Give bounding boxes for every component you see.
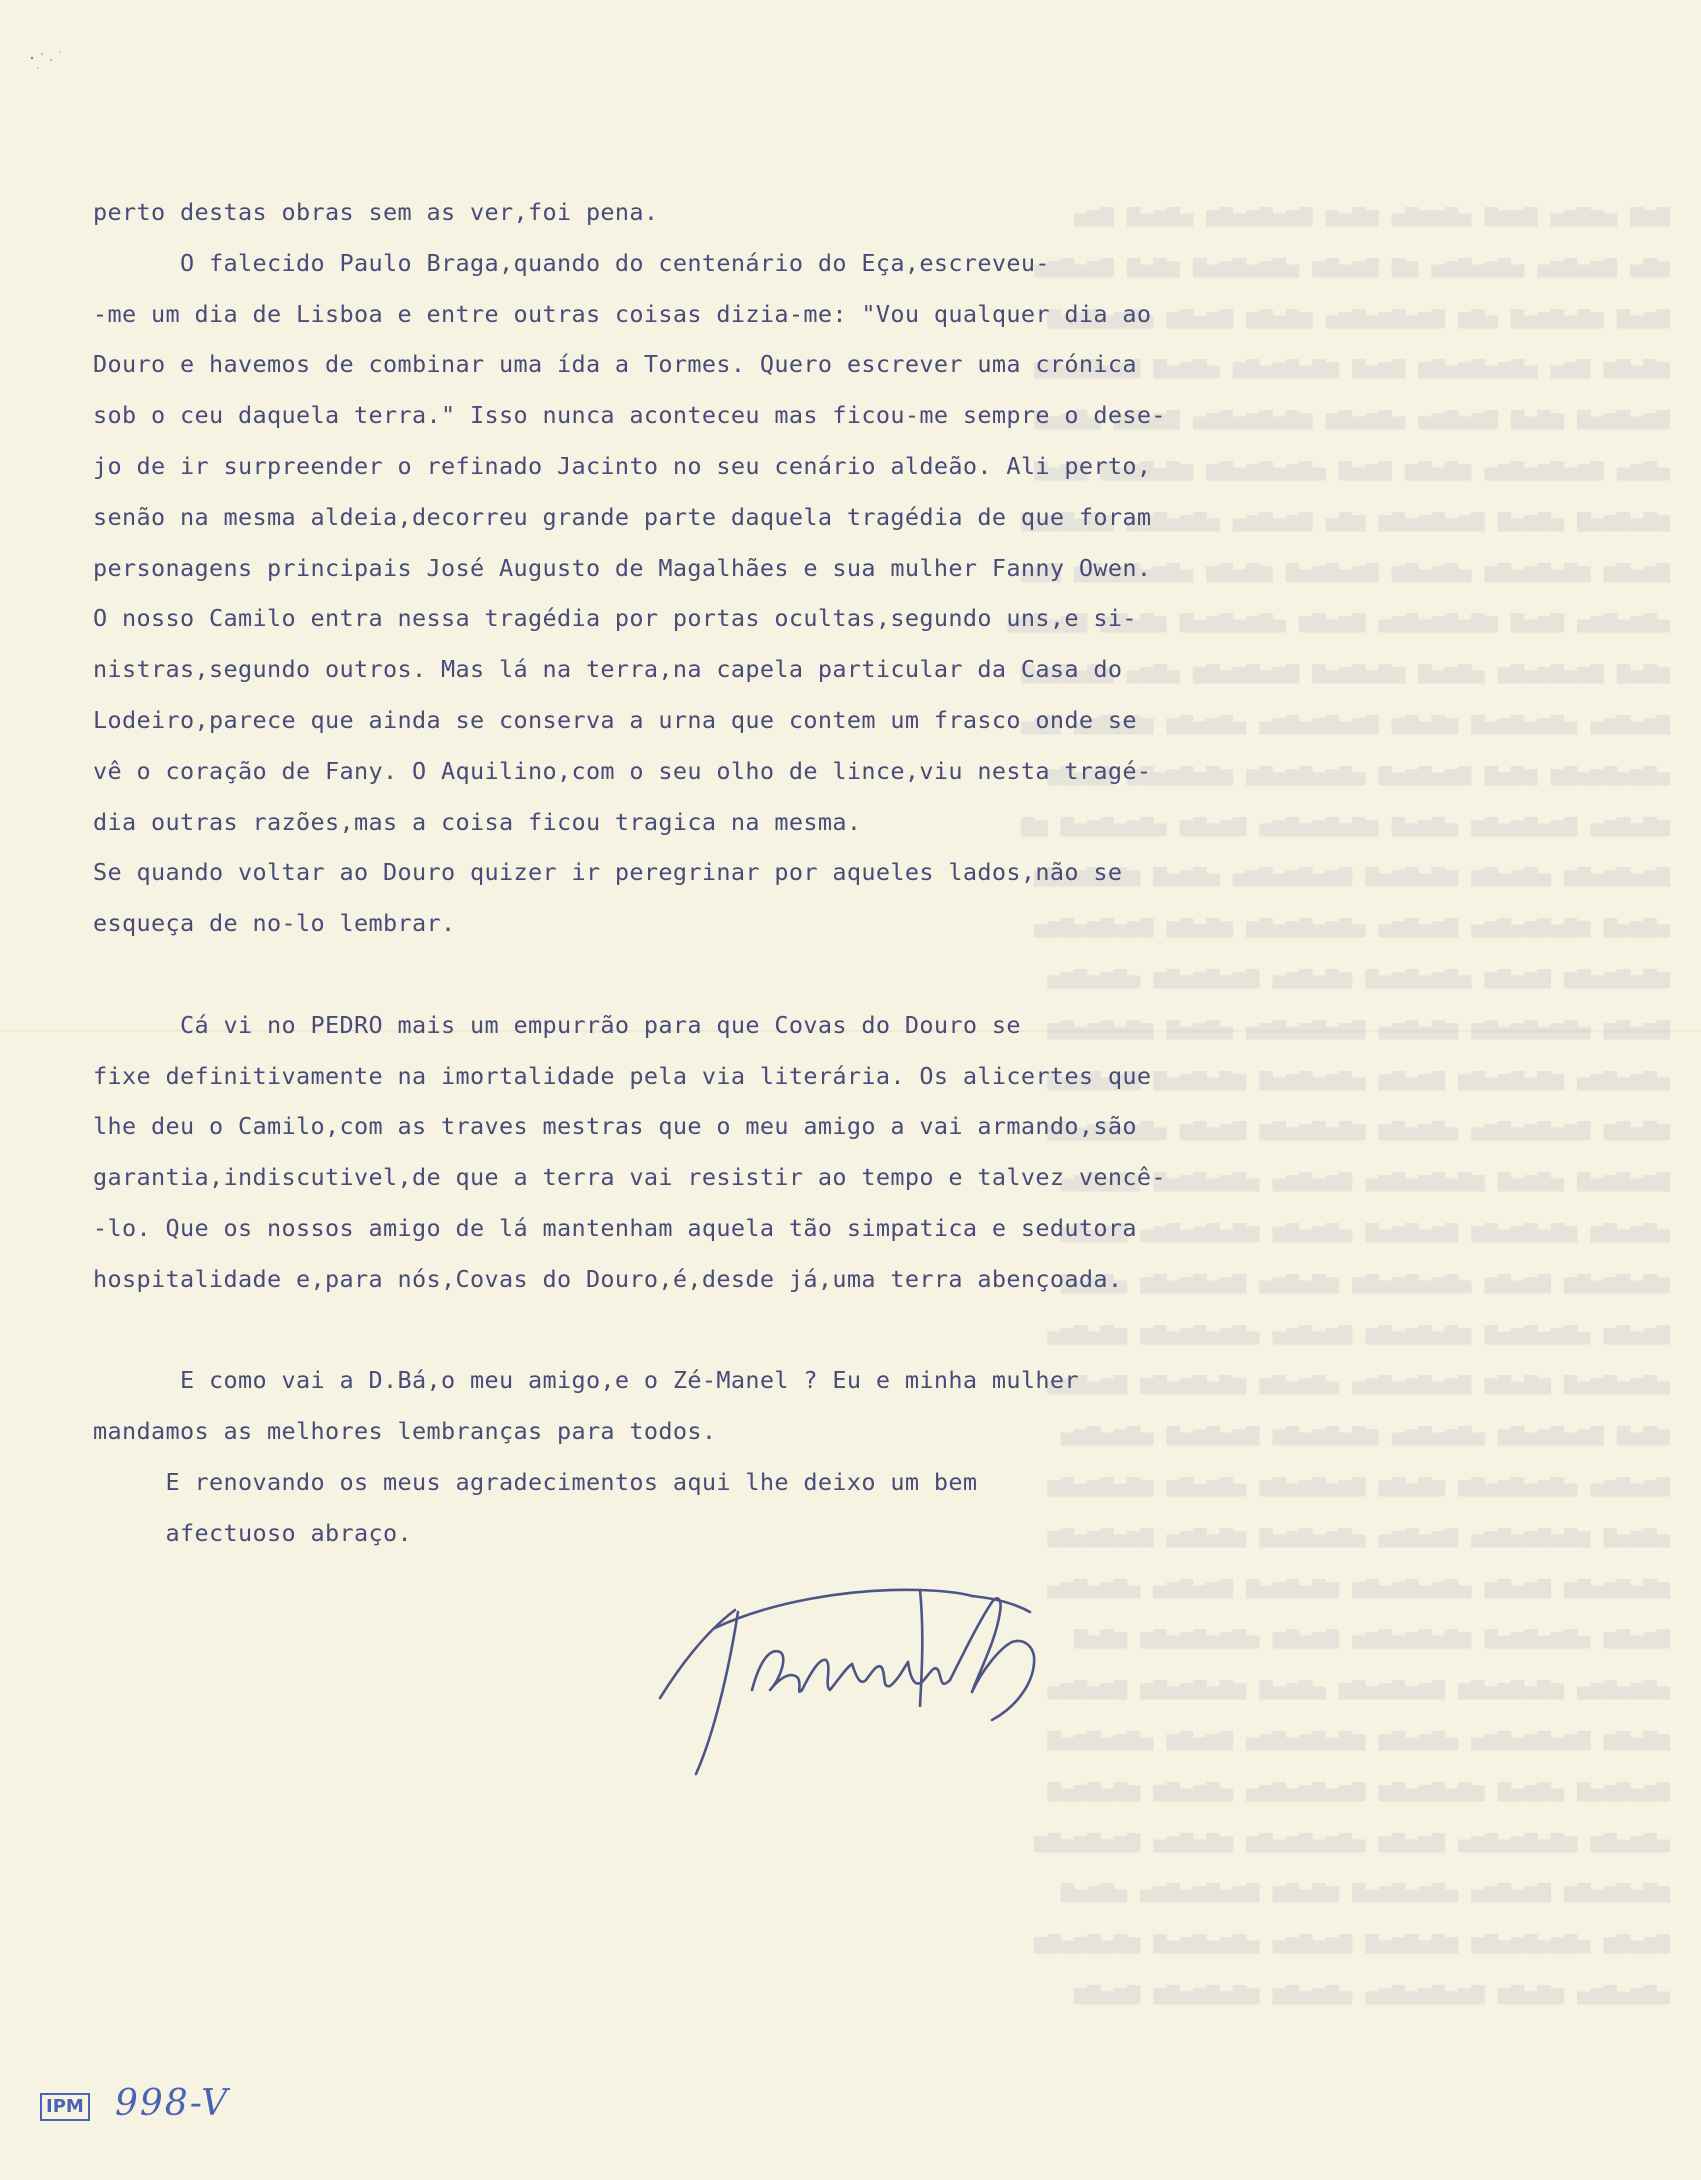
letter-line: jo de ir surpreender o refinado Jacinto no seu cenário aldeão. Ali perto, (93, 451, 1152, 480)
letter-line: Douro e havemos de combinar uma ída a Tormes. Quero escrever uma crónica (93, 350, 1137, 379)
letter-line: dia outras razões,mas a coisa ficou tragica na mesma. (93, 807, 862, 836)
archive-stamp: IPM (40, 2093, 90, 2121)
archive-code: 998-V (115, 2083, 230, 2124)
letter-line: E como vai a D.Bá,o meu amigo,e o Zé-Manel ? Eu e minha mulher (93, 1366, 1079, 1395)
bleed-through-texture: ▆▅▆ ▄▅▆▅▄ ▆▅▅▆ ▄▆▅▅▆▄ ▅▆▄▅ ▆▅▄▆▅▄▆▅ ▄▆▅▄▆ ▆▅▄ ▅▆▄ ▆▅▄▆▅▄ ▄▆▅▄▆▅▄ ▅▆ ▆▅▄▆▅ ▄▆▅▄▆▅▄▆ ▅▆▄▆ ▆▅▄▆▅▄ ▆▅▄▆ ▅▆▄▆▅▄▆ ▄▆▅ ▆▅▄▆▅▄▆▅▄ ▅▆▄▆▅ ▆▅▄▆▅ ▄▆▅▄▆▅▄▆ ▅▆▄▆▅ ▆▅▄ ▄▆▅▄▆▅▄▆▅ ▆▅▄▆ ▅▆▄▆▅▄▆▅ ▄▆▅▄▆ ▆▅▄▆▅▄▆▅ ▆▅▄▆▅▄▆ ▅▆▄▆ ▆▅▄▆▅▄ ▄▆▅▄▆▅ ▅▆▄▆▅▄▆▅▄ ▆▅▄▆▅ ▄▆▅▄▆ ▄▆▅▄ ▆▅▄▆▅▄▆▅▄ ▅▆▄▆▅ ▆▅▄▆ ▄▆▅▄▆▅▄▆▅ ▅▆▄▆▅▄▆ ▆▅▄▆ ▅▆▄▆▅▄▆ ▄▆▅▄▆ ▆▅▄▆▅▄▆▅ ▅▆▄ ▆▅▄▆▅▄ ▄▆▅▄▆▅▄ ▅▆▄▆▅▄▆ ▆▅▄▆▅ ▅▆▄▆▅▄▆▅ ▄▆▅▄▆▅ ▆▅▄▆▅▄▆ ▅▆▄▆▅ ▄▆▅▄▆▅▄▆▅ ▆▅▄ ▄▆▅▄▆▅▄ ▆▅▄▆ ▅▆▄▆▅▄▆▅▄ ▆▅▄▆▅ ▄▆▅▄▆▅▄▆ ▅▆▄▆▅ ▆▅▄▆▅▄ ▅▆▄▆ ▆▅▄▆▅▄▆▅ ▄▆▅▄▆ ▅▆▄▆▅▄▆ ▆▅▄▆▅▄▆▅ ▄▆▅▄ ▅▆▄▆▅▄▆ ▆▅▄▆▅▄ ▄▆▅▄▆▅▄▆ ▅▆▄▆▅ ▆▅▄▆▅▄▆▅▄ ▄▆▅▄▆▅ ▅▆▄▆▅▄ ▆▅▄ ▄▆▅▄▆▅▄▆▅ ▅▆▄▆ ▆▅▄▆▅▄▆ ▄▆▅▄▆▅▄▆▅ ▅▆▄▆▅▄▆▅ ▆▅▄▆▅ ▅▆▄▆▅▄ ▆▅▄▆▅▄▆▅ ▄▆▅▄▆ ▅▆▄▆▅▄▆▅▄ ▆▅▄▆▅ ▄▆▅▄▆▅▄▆ ▅▆ ▆▅▄▆▅▄▆▅ ▄▆▅▄▆▅ ▅▆▄▆▅▄▆ ▆▅▄▆▅▄▆▅▄ ▄▆▅▄▆ ▅▆▄▆▅▄▆▅ ▄▆▅▄▆ ▅▆▄▆▅▄▆▅▄ ▆▅▄▆▅▄ ▄▆▅▄▆▅▄▆▅ ▅▆▄▆▅ ▆▅▄▆▅▄▆▅▄ ▅▆▄▆▅▄▆▅ ▆▅▄▆▅ ▄▆▅▄▆▅▄▆ ▅▆▄▆▅▄ ▆▅▄▆▅▄▆▅ ▄▆▅▄▆▅▄ ▆▅▄▆▅ ▄▆▅▄▆▅▄▆▅ ▅▆▄▆▅▄ ▆▅▄▆▅▄▆▅▄ ▄▆▅▄▆ ▅▆▄▆▅▄▆▅ ▄▆▅▄▆▅▄ ▅▆▄▆▅▄▆▅ ▆▅▄▆▅ ▄▆▅▄▆▅▄▆ ▅▆▄▆▅▄▆ ▆▅▄▆▅▄▆ ▅▆▄▆▅ ▆▅▄▆▅▄▆▅▄ ▄▆▅▄▆▅ ▅▆▄▆▅▄▆▅ ▆▅▄▆▅ ▄▆▅▄▆▅▄▆▅ ▆▅▄▆▅▄▆ ▄▆▅▄▆ ▅▆▄▆▅▄▆▅▄ ▆▅▄▆▅▄ ▄▆▅▄▆▅▄▆ ▅▆▄▆▅▄ ▄▆▅▄▆▅ ▅▆▄▆▅▄▆▅ ▆▅▄▆▅▄▆ ▄▆▅▄▆▅ ▅▆▄▆▅▄▆▅▄ ▆▅▄▆▅ ▅▆▄▆▅▄▆▅ ▆▅▄▆▅ ▄▆▅▄▆▅▄▆▅ ▅▆▄▆▅▄ ▆▅▄▆▅▄▆▅ ▄▆▅▄▆ ▆▅▄▆▅ ▄▆▅▄▆▅▄▆ ▅▆▄▆▅▄▆▅ ▆▅▄▆▅▄ ▄▆▅▄▆▅▄▆▅ ▅▆▄▆▅▄ ▄▆▅▄▆▅▄▆ ▅▆▄▆▅ ▆▅▄▆▅▄▆▅▄ ▄▆▅▄▆▅ ▅▆▄▆▅▄▆▅ ▆▅▄▆▅▄ ▅▆▄▆ ▆▅▄▆▅▄▆▅ ▄▆▅▄▆▅▄ ▅▆▄▆▅▄▆▅ ▆▅▄▆▅▄▆ ▄▆▅▄▆▅▄ ▆▅▄▆▅▄ ▄▆▅▄▆▅▄▆▅ ▅▆▄▆▅ ▆▅▄▆▅▄▆▅ ▄▆▅▄▆▅ ▅▆▄▆▅▄▆▅ ▄▆▅▄▆ ▅▆▄▆▅▄▆▅▄ ▆▅▄▆▅▄ ▄▆▅▄▆▅▄▆ ▅▆▄▆▅▄ ▆▅▄▆▅▄▆▅ ▅▆▄▆▅▄▆▅ ▆▅▄▆▅ ▄▆▅▄▆▅▄▆▅ ▅▆▄▆▅▄▆ ▆▅▄▆▅▄ ▄▆▅▄▆▅▄ ▆▅▄▆▅ ▄▆▅▄▆▅▄▆ ▅▆▄▆▅▄▆▅▄ ▆▅▄▆▅ ▄▆▅▄▆▅▄▆▅ ▅▆▄▆ ▄▆▅▄▆▅▄ ▅▆▄▆▅▄▆▅ ▆▅▄▆▅▄▆▅ ▄▆▅▄▆ ▅▆▄▆▅▄▆▅ ▆▅▄▆▅▄ ▅▆▄▆▅ ▆▅▄▆▅▄▆▅▄ ▄▆▅▄▆▅ ▅▆▄▆▅▄▆▅▄ ▆▅▄▆▅ ▄▆▅▄▆▅▄▆ ▆▅▄▆▅▄▆ ▄▆▅▄▆ ▅▆▄▆▅▄▆▅ ▆▅▄▆▅▄▆▅▄ ▄▆▅▄▆▅ ▅▆▄▆▅▄▆ ▄▆▅▄▆▅ ▅▆▄▆▅▄▆▅▄ ▆▅▄▆▅ ▄▆▅▄▆▅▄▆▅ ▅▆▄▆▅▄ ▆▅▄▆▅▄▆▅ ▅▆▄▆▅▄▆▅ ▆▅▄▆▅▄ ▄▆▅▄▆▅▄▆ ▅▆▄▆▅ ▆▅▄▆▅▄▆▅▄ ▄▆▅▄▆ ▆▅▄▆▅ ▄▆▅▄▆▅▄▆▅ ▅▆▄▆▅▄▆ ▆▅▄▆▅▄ ▄▆▅▄▆▅▄▆ ▅▆▄▆▅▄▆▅ ▄▆▅▄▆▅▄ ▅▆▄▆▅ ▆▅▄▆▅▄▆▅▄ ▄▆▅▄▆▅ ▅▆▄▆▅▄▆▅ ▆▅▄▆▅ (1007, 202, 1670, 2005)
letter-line: sob o ceu daquela terra." Isso nunca aconteceu mas ficou-me sempre o dese- (93, 401, 1166, 430)
letter-line (93, 949, 1413, 1000)
letter-line: -me um dia de Lisboa e entre outras coisas dizia-me: "Vou qualquer dia ao (93, 299, 1152, 328)
letter-line: -lo. Que os nossos amigo de lá mantenham aquela tão simpatica e sedutora (93, 1213, 1137, 1242)
letter-line: garantia,indiscutivel,de que a terra vai resistir ao tempo e talvez vencê- (93, 1163, 1166, 1192)
paper-specks (20, 30, 80, 80)
letter-line: lhe deu o Camilo,com as traves mestras que o meu amigo a vai armando,são (93, 1112, 1137, 1141)
letter-line: senão na mesma aldeia,decorreu grande parte daquela tragédia de que foram (93, 502, 1152, 531)
letter-line: esqueça de no-lo lembrar. (93, 909, 456, 938)
letter-line (93, 1305, 1413, 1356)
letter-line: E renovando os meus agradecimentos aqui lhe deixo um bem (93, 1467, 978, 1496)
letter-line: hospitalidade e,para nós,Covas do Douro,é,desde já,uma terra abençoada. (93, 1264, 1123, 1293)
letter-line: O falecido Paulo Braga,quando do centenário do Eça,escreveu- (93, 248, 1050, 277)
letter-line: Lodeiro,parece que ainda se conserva a urna que contem um frasco onde se (93, 705, 1137, 734)
letter-line: Cá vi no PEDRO mais um empurrão para que Covas do Douro se (93, 1010, 1021, 1039)
letter-line: perto destas obras sem as ver,foi pena. (93, 198, 659, 226)
letter-line: fixe definitivamente na imortalidade pela via literária. Os alicertes que (93, 1061, 1152, 1090)
letter-body (93, 187, 1413, 1559)
letter-line: afectuoso abraço. (93, 1518, 412, 1547)
letter-line: Se quando voltar ao Douro quizer ir peregrinar por aqueles lados,não se (93, 858, 1123, 887)
letter-line: vê o coração de Fany. O Aquilino,com o seu olho de lince,viu nesta tragé- (93, 756, 1152, 785)
letter-line: nistras,segundo outros. Mas lá na terra,na capela particular da Casa do (93, 655, 1123, 684)
letter-line: mandamos as melhores lembranças para todos. (93, 1417, 717, 1446)
handwritten-signature (620, 1530, 1140, 1790)
letter-line: O nosso Camilo entra nessa tragédia por portas ocultas,segundo uns,e si- (93, 604, 1137, 633)
letter-line: personagens principais José Augusto de Magalhães e sua mulher Fanny Owen. (93, 553, 1152, 582)
